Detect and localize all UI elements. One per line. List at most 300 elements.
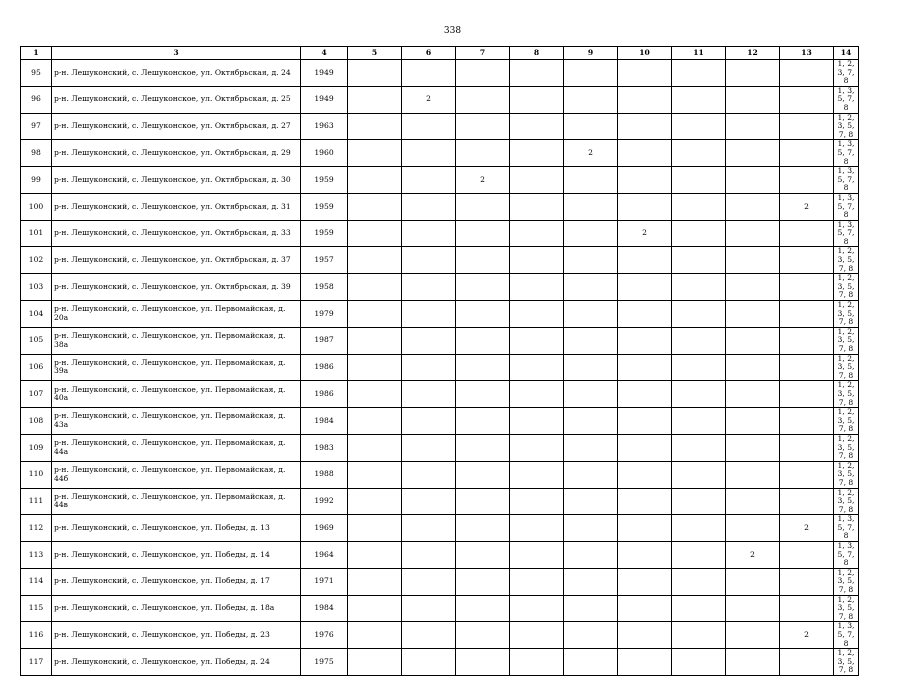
table-cell [564,167,618,194]
summary-cell: 1, 2, 3, 5, 7, 8 [834,568,859,595]
address-cell: р-н. Лешуконский, с. Лешуконское, ул. Октябрьская, д. 30 [52,167,301,194]
table-cell [780,542,834,569]
year-cell: 1971 [301,568,348,595]
table-cell [348,408,402,435]
year-cell: 1958 [301,274,348,301]
year-cell: 1992 [301,488,348,515]
year-cell: 1949 [301,60,348,87]
row-number-cell: 107 [21,381,52,408]
column-header: 11 [672,47,726,60]
table-cell [510,193,564,220]
summary-cell: 1, 3, 5, 7, 8 [834,193,859,220]
table-cell [510,327,564,354]
table-cell [348,622,402,649]
table-cell [564,193,618,220]
row-number-cell: 105 [21,327,52,354]
table-cell [402,622,456,649]
table-cell [402,488,456,515]
table-row [21,113,859,140]
table-row [21,301,859,328]
table-cell [618,434,672,461]
table-cell [726,408,780,435]
summary-cell: 1, 2, 3, 5, 7, 8 [834,354,859,381]
table-row [21,515,859,542]
table-cell [348,568,402,595]
table-cell [348,193,402,220]
table-cell [402,515,456,542]
address-cell: р-н. Лешуконский, с. Лешуконское, ул. Октябрьская, д. 24 [52,60,301,87]
address-cell: р-н. Лешуконский, с. Лешуконское, ул. Октябрьская, д. 39 [52,274,301,301]
table-cell [510,220,564,247]
table-cell [456,622,510,649]
table-cell [672,595,726,622]
row-number-cell: 96 [21,86,52,113]
table-cell [456,113,510,140]
table-cell [672,461,726,488]
table-cell [510,301,564,328]
table-cell [618,86,672,113]
table-cell [348,140,402,167]
table-cell [348,595,402,622]
row-number-cell: 109 [21,434,52,461]
table-cell [672,193,726,220]
table-cell [618,595,672,622]
year-cell: 1986 [301,381,348,408]
table-cell [510,568,564,595]
table-cell [726,568,780,595]
address-cell: р-н. Лешуконский, с. Лешуконское, ул. Первомайская, д. 44в [52,488,301,515]
table-cell [348,434,402,461]
table-cell [348,542,402,569]
table-cell [780,113,834,140]
year-cell: 1986 [301,354,348,381]
table-cell [456,247,510,274]
table-cell [564,301,618,328]
table-cell [510,247,564,274]
address-cell: р-н. Лешуконский, с. Лешуконское, ул. Первомайская, д. 44б [52,461,301,488]
summary-cell: 1, 3, 5, 7, 8 [834,542,859,569]
table-cell [402,434,456,461]
summary-cell: 1, 2, 3, 5, 7, 8 [834,408,859,435]
row-number-cell: 111 [21,488,52,515]
table-cell [456,649,510,676]
table-cell [564,220,618,247]
table-row [21,488,859,515]
address-cell: р-н. Лешуконский, с. Лешуконское, ул. Победы, д. 14 [52,542,301,569]
table-cell [672,488,726,515]
year-cell: 1959 [301,220,348,247]
column-header: 4 [301,47,348,60]
summary-cell: 1, 2, 3, 5, 7, 8 [834,434,859,461]
table-cell [348,354,402,381]
table-cell [726,113,780,140]
address-cell: р-н. Лешуконский, с. Лешуконское, ул. Первомайская, д. 38а [52,327,301,354]
table-cell [618,568,672,595]
summary-cell: 1, 2, 3, 5, 7, 8 [834,381,859,408]
table-cell [780,354,834,381]
address-cell: р-н. Лешуконский, с. Лешуконское, ул. Первомайская, д. 20а [52,301,301,328]
summary-cell: 1, 2, 3, 5, 7, 8 [834,327,859,354]
table-cell [564,381,618,408]
address-cell: р-н. Лешуконский, с. Лешуконское, ул. Первомайская, д. 44а [52,434,301,461]
table-cell [402,301,456,328]
year-cell: 1969 [301,515,348,542]
table-cell [402,167,456,194]
table-cell [780,301,834,328]
summary-cell: 1, 3, 5, 7, 8 [834,622,859,649]
table-cell [564,542,618,569]
table-cell [618,140,672,167]
table-row [21,461,859,488]
column-header: 9 [564,47,618,60]
table-cell [726,220,780,247]
table-cell [456,86,510,113]
row-number-cell: 95 [21,60,52,87]
table-cell [672,568,726,595]
table-row [21,568,859,595]
table-cell [780,274,834,301]
table-cell [402,113,456,140]
table-cell [564,408,618,435]
year-cell: 1984 [301,595,348,622]
table-cell [402,461,456,488]
table-body [21,60,859,676]
row-number-cell: 115 [21,595,52,622]
table-cell [726,60,780,87]
table-cell [456,408,510,435]
table-cell [402,408,456,435]
table-cell [780,60,834,87]
table-cell [726,515,780,542]
table-cell [672,301,726,328]
column-header: 3 [52,47,301,60]
table-row [21,140,859,167]
table-cell [564,247,618,274]
table-cell [564,354,618,381]
housing-table [20,46,859,676]
table-cell [456,327,510,354]
table-cell [618,327,672,354]
year-cell: 1979 [301,301,348,328]
table-cell [456,60,510,87]
table-cell [402,649,456,676]
table-cell [510,488,564,515]
column-header: 14 [834,47,859,60]
table-cell [726,274,780,301]
table-cell [672,247,726,274]
year-cell: 1960 [301,140,348,167]
table-row [21,595,859,622]
address-cell: р-н. Лешуконский, с. Лешуконское, ул. Октябрьская, д. 29 [52,140,301,167]
table-cell [348,381,402,408]
table-row [21,622,859,649]
table-cell [456,461,510,488]
table-cell [510,622,564,649]
table-cell [510,140,564,167]
table-cell [618,649,672,676]
address-cell: р-н. Лешуконский, с. Лешуконское, ул. Победы, д. 23 [52,622,301,649]
row-number-cell: 98 [21,140,52,167]
table-cell [726,247,780,274]
table-cell [672,354,726,381]
column-header: 12 [726,47,780,60]
table-cell: 2 [618,220,672,247]
table-cell [564,595,618,622]
table-cell [780,140,834,167]
table-cell [672,434,726,461]
year-cell: 1984 [301,408,348,435]
row-number-cell: 101 [21,220,52,247]
table-row [21,434,859,461]
row-number-cell: 112 [21,515,52,542]
table-cell [348,113,402,140]
table-cell [672,60,726,87]
table-cell [618,622,672,649]
row-number-cell: 110 [21,461,52,488]
table-cell [348,301,402,328]
table-cell [726,434,780,461]
table-cell [510,354,564,381]
table-cell [348,247,402,274]
address-cell: р-н. Лешуконский, с. Лешуконское, ул. Октябрьская, д. 25 [52,86,301,113]
table-cell [672,167,726,194]
row-number-cell: 97 [21,113,52,140]
table-cell [672,86,726,113]
table-cell [564,568,618,595]
table-cell [618,381,672,408]
table-cell [564,113,618,140]
table-cell [726,622,780,649]
table-cell [402,220,456,247]
table-cell [348,60,402,87]
table-cell [402,60,456,87]
column-header: 1 [21,47,52,60]
table-cell [618,542,672,569]
table-cell [618,113,672,140]
address-cell: р-н. Лешуконский, с. Лешуконское, ул. Победы, д. 24 [52,649,301,676]
summary-cell: 1, 2, 3, 5, 7, 8 [834,301,859,328]
address-cell: р-н. Лешуконский, с. Лешуконское, ул. Октябрьская, д. 31 [52,193,301,220]
table-cell [564,327,618,354]
table-cell [780,488,834,515]
table-cell [564,86,618,113]
table-row [21,408,859,435]
table-cell [618,274,672,301]
year-cell: 1949 [301,86,348,113]
row-number-cell: 100 [21,193,52,220]
table-cell [618,488,672,515]
table-cell [402,247,456,274]
table-cell [726,193,780,220]
table-cell [672,113,726,140]
table-cell [726,488,780,515]
table-cell: 2 [402,86,456,113]
table-cell [456,140,510,167]
table-cell [726,649,780,676]
table-cell [618,461,672,488]
year-cell: 1959 [301,167,348,194]
table-cell [672,220,726,247]
row-number-cell: 108 [21,408,52,435]
table-cell [510,649,564,676]
table-cell [780,434,834,461]
table-cell [402,140,456,167]
table-cell: 2 [726,542,780,569]
table-cell [780,381,834,408]
table-cell [510,381,564,408]
table-cell [456,274,510,301]
table-cell [456,542,510,569]
table-cell: 2 [780,193,834,220]
summary-cell: 1, 2, 3, 5, 7, 8 [834,113,859,140]
table-cell [618,301,672,328]
table-row [21,60,859,87]
table-cell [618,408,672,435]
row-number-cell: 103 [21,274,52,301]
table-cell [510,86,564,113]
year-cell: 1963 [301,113,348,140]
table-cell [456,220,510,247]
column-header: 10 [618,47,672,60]
table-row [21,220,859,247]
table-cell [456,488,510,515]
table-cell [726,301,780,328]
table-cell [618,515,672,542]
row-number-cell: 114 [21,568,52,595]
table-cell [348,515,402,542]
table-cell [672,622,726,649]
table-cell [672,381,726,408]
table-cell [564,461,618,488]
table-cell [780,247,834,274]
table-cell [726,354,780,381]
table-cell [456,434,510,461]
table-row [21,649,859,676]
table-row [21,354,859,381]
row-number-cell: 106 [21,354,52,381]
table-cell [672,515,726,542]
table-cell [726,167,780,194]
table-cell [726,381,780,408]
table-cell: 2 [456,167,510,194]
table-cell [672,542,726,569]
table-cell [780,461,834,488]
table-cell [456,595,510,622]
table-cell [672,274,726,301]
year-cell: 1975 [301,649,348,676]
address-cell: р-н. Лешуконский, с. Лешуконское, ул. Первомайская, д. 39а [52,354,301,381]
table-cell [402,274,456,301]
address-cell: р-н. Лешуконский, с. Лешуконское, ул. Победы, д. 18а [52,595,301,622]
table-cell [726,140,780,167]
year-cell: 1976 [301,622,348,649]
summary-cell: 1, 3, 5, 7, 8 [834,220,859,247]
table-cell [780,220,834,247]
table-cell [618,167,672,194]
table-cell [618,60,672,87]
table-cell [672,649,726,676]
table-cell [456,568,510,595]
table-cell [348,220,402,247]
table-cell [456,515,510,542]
summary-cell: 1, 3, 5, 7, 8 [834,167,859,194]
table-cell [564,622,618,649]
address-cell: р-н. Лешуконский, с. Лешуконское, ул. Октябрьская, д. 33 [52,220,301,247]
table-cell: 2 [564,140,618,167]
table-cell [402,595,456,622]
table-row [21,193,859,220]
table-cell [402,542,456,569]
year-cell: 1957 [301,247,348,274]
table-cell [780,595,834,622]
table-cell [348,327,402,354]
summary-cell: 1, 2, 3, 5, 7, 8 [834,274,859,301]
table-cell [456,301,510,328]
row-number-cell: 116 [21,622,52,649]
table-cell [726,461,780,488]
address-cell: р-н. Лешуконский, с. Лешуконское, ул. Первомайская, д. 43а [52,408,301,435]
table-cell [348,649,402,676]
address-cell: р-н. Лешуконский, с. Лешуконское, ул. Первомайская, д. 40а [52,381,301,408]
table-cell [780,327,834,354]
row-number-cell: 113 [21,542,52,569]
summary-cell: 1, 2, 3, 5, 7, 8 [834,488,859,515]
table-cell [780,568,834,595]
summary-cell: 1, 2, 3, 5, 7, 8 [834,247,859,274]
table-cell [780,167,834,194]
table-cell [348,488,402,515]
row-number-cell: 102 [21,247,52,274]
table-cell [510,595,564,622]
table-cell [348,461,402,488]
table-row [21,327,859,354]
table-cell [402,568,456,595]
table-cell [672,140,726,167]
table-cell [348,274,402,301]
table-cell [726,595,780,622]
table-row [21,247,859,274]
table-cell [780,649,834,676]
table-cell [510,515,564,542]
table-cell [564,60,618,87]
table-cell [348,86,402,113]
table-cell [456,354,510,381]
table-cell [510,113,564,140]
column-header: 8 [510,47,564,60]
table-cell [726,327,780,354]
column-header: 7 [456,47,510,60]
column-header: 5 [348,47,402,60]
table-cell [510,60,564,87]
table-cell [726,86,780,113]
table-row [21,86,859,113]
address-cell: р-н. Лешуконский, с. Лешуконское, ул. Победы, д. 13 [52,515,301,542]
year-cell: 1987 [301,327,348,354]
row-number-cell: 99 [21,167,52,194]
row-number-cell: 104 [21,301,52,328]
table-cell [780,86,834,113]
table-cell [510,434,564,461]
table-cell [672,408,726,435]
summary-cell: 1, 3, 5, 7, 8 [834,515,859,542]
year-cell: 1983 [301,434,348,461]
table-cell [510,167,564,194]
year-cell: 1964 [301,542,348,569]
table-cell [618,354,672,381]
address-cell: р-н. Лешуконский, с. Лешуконское, ул. Октябрьская, д. 37 [52,247,301,274]
address-cell: р-н. Лешуконский, с. Лешуконское, ул. Победы, д. 17 [52,568,301,595]
table-cell [456,381,510,408]
